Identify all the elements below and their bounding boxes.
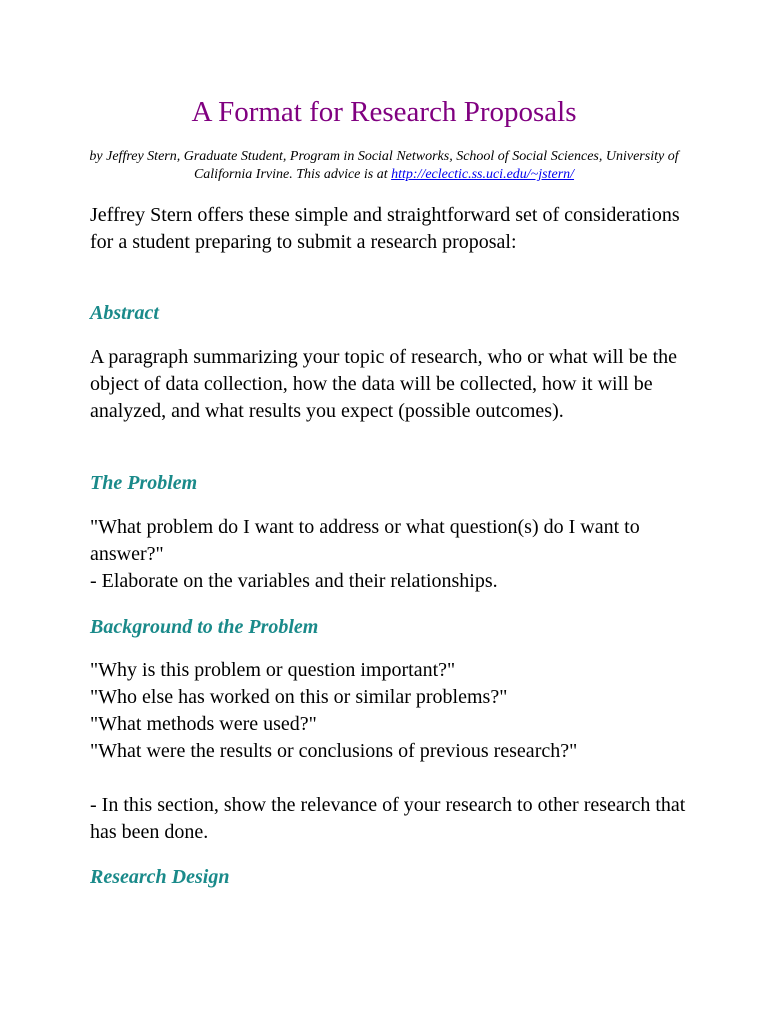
problem-paragraph [90,514,690,595]
problem-question: "What problem do I want to address or what question(s) do I want to answer?" [90,516,640,565]
background-question-1: "Why is this problem or question important?" [90,659,456,681]
section-heading-background: Background to the Problem [90,616,319,638]
background-question-4: "What were the results or conclusions of previous research?" [90,740,578,762]
section-heading-problem: The Problem [90,472,198,494]
background-question-3: "What methods were used?" [90,713,317,735]
section-heading-abstract: Abstract [90,302,159,324]
source-link[interactable]: http://eclectic.ss.uci.edu/~jstern/ [391,167,575,182]
background-note: - In this section, show the relevance of your research to other research that has been done. [90,794,686,843]
background-question-2: "Who else has worked on this or similar problems?" [90,686,508,708]
abstract-paragraph: A paragraph summarizing your topic of research, who or what will be the object of data collection, how the data will be collected, how it will be analyzed, and what results you expect (possible outcomes). [90,346,678,422]
byline-text: by Jeffrey Stern, Graduate Student, Program in Social Networks, School of Social Sciences, University of California Irvine. This advice is at [89,149,679,182]
page-title: A Format for Research Proposals [191,96,577,128]
byline [60,148,708,184]
problem-note: - Elaborate on the variables and their relationships. [90,570,498,592]
intro-paragraph: Jeffrey Stern offers these simple and straightforward set of considerations for a student preparing to submit a research proposal: [90,204,680,253]
background-questions [90,657,690,765]
section-heading-research-design: Research Design [90,866,230,888]
